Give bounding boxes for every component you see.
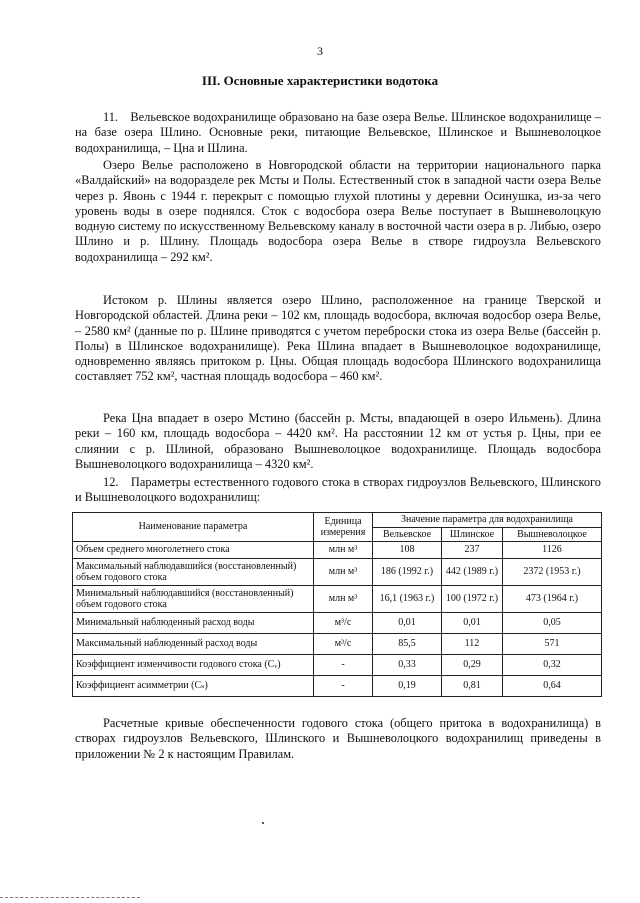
value-vyshnevolotskoe: 571 — [503, 634, 602, 655]
value-shlinskoe: 0,29 — [442, 655, 503, 676]
paragraph-shlina-river: Истоком р. Шлины является озеро Шлино, расположенное на границе Тверской и Новгородской областей. Длина реки – 102 км, площадь водосбора, включая водосбор озера Велье, – 2580 км² (данные по р. Шлине приводятся с учетом переброски стока из озера Велье (бассейн р. Полы) в Шлинское водохранилище). Река Шлина впадает в Вышневолоцкое водохранилище, одновременно являясь притоком р. Цны. Общая площадь водосбора Шлинского водохранилища составляет 752 км², частная площадь водосбора – 460 км². — [75, 293, 601, 384]
value-vyshnevolotskoe: 2372 (1953 г.) — [503, 559, 602, 586]
value-shlinskoe: 237 — [442, 542, 503, 559]
paragraph-appendix-reference: Расчетные кривые обеспеченности годового стока (общего притока в водохранилища) в створах гидроузлов Вельевского, Шлинского и Вышневолоцкого водохранилищ приведены в приложении № 2 к настоящим Правилам. — [75, 716, 601, 761]
param-unit: млн м³ — [314, 559, 373, 586]
table-row — [73, 613, 602, 634]
value-vyshnevolotskoe: 0,32 — [503, 655, 602, 676]
param-unit: млн м³ — [314, 586, 373, 613]
param-unit: - — [314, 676, 373, 697]
param-name: Максимальный наблюдавшийся (восстановленный) объем годового стока — [73, 559, 314, 586]
header-unit: Единица измерения — [314, 513, 373, 542]
value-vyshnevolotskoe: 1126 — [503, 542, 602, 559]
param-unit: - — [314, 655, 373, 676]
paragraph-12: 12. Параметры естественного годового стока в створах гидроузлов Вельевского, Шлинского и Вышневолоцкого водохранилищ: — [75, 475, 601, 505]
table-row — [73, 542, 602, 559]
param-unit: млн м³ — [314, 542, 373, 559]
param-name: Коэффициент изменчивости годового стока (Cᵥ) — [73, 655, 314, 676]
header-velyevskoe: Вельевское — [373, 527, 442, 542]
value-shlinskoe: 0,81 — [442, 676, 503, 697]
param-name: Максимальный наблюденный расход воды — [73, 634, 314, 655]
value-shlinskoe: 0,01 — [442, 613, 503, 634]
scan-speck — [262, 822, 264, 824]
value-velyevskoe: 0,19 — [373, 676, 442, 697]
param-unit: м³/с — [314, 613, 373, 634]
paragraph-lake-velye: Озеро Велье расположено в Новгородской области на территории национального парка «Валдайский» на водоразделе рек Мсты и Полы. Естественный сток в западной части озера Велье через р. Явонь с 1944 г. перекрыт с помощью глухой плотины у деревни Осинушка, из-за чего уровень воды в озере поднялся. Сток с водосбора озера Велье поступает в Вышневолоцкую водную систему по искусственному Вельевскому каналу в восточной части озера в р. Либью, озеро Шлино и р. Шлину. Площадь водосбора озера Велье в створе гидроузла Вельевского водохранилища – 292 км². — [75, 158, 601, 264]
value-vyshnevolotskoe: 473 (1964 г.) — [503, 586, 602, 613]
value-vyshnevolotskoe: 0,64 — [503, 676, 602, 697]
table-row — [73, 586, 602, 613]
value-shlinskoe: 112 — [442, 634, 503, 655]
header-values-group: Значение параметра для водохранилища — [373, 513, 602, 528]
value-velyevskoe: 108 — [373, 542, 442, 559]
value-vyshnevolotskoe: 0,05 — [503, 613, 602, 634]
table-row — [73, 634, 602, 655]
value-shlinskoe: 442 (1989 г.) — [442, 559, 503, 586]
param-name: Коэффициент асимметрии (Cₛ) — [73, 676, 314, 697]
section-title: III. Основные характеристики водотока — [201, 73, 439, 88]
table-row — [73, 676, 602, 697]
header-name: Наименование параметра — [73, 513, 314, 542]
parameters-table — [72, 512, 602, 697]
value-velyevskoe: 186 (1992 г.) — [373, 559, 442, 586]
paragraph-11: 11. Вельевское водохранилище образовано на базе озера Велье. Шлинское водохранилище – на базе озера Шлино. Основные реки, питающие Вельевское, Шлинское и Вышневолоцкое водохранилища, – Цна и Шлина. — [75, 110, 601, 155]
value-shlinskoe: 100 (1972 г.) — [442, 586, 503, 613]
param-unit: м³/с — [314, 634, 373, 655]
param-name: Минимальный наблюдавшийся (восстановленный) объем годового стока — [73, 586, 314, 613]
paragraph-tsna-river: Река Цна впадает в озеро Мстино (бассейн р. Мсты, впадающей в озеро Ильмень). Длина реки – 160 км, площадь водосбора – 4420 км². На расстоянии 12 км от устья р. Цны, при ее слиянии с р. Шлиной, образовано Вышневолоцкое водохранилище. Площадь водосбора Вышневолоцкого водохранилища – 4320 км². — [75, 411, 601, 471]
header-shlinskoe: Шлинское — [442, 527, 503, 542]
header-vyshnevolotskoe: Вышневолоцкое — [503, 527, 602, 542]
table-row — [73, 655, 602, 676]
value-velyevskoe: 0,33 — [373, 655, 442, 676]
value-velyevskoe: 0,01 — [373, 613, 442, 634]
footer-rule — [0, 897, 140, 898]
value-velyevskoe: 85,5 — [373, 634, 442, 655]
value-velyevskoe: 16,1 (1963 г.) — [373, 586, 442, 613]
param-name: Минимальный наблюденный расход воды — [73, 613, 314, 634]
param-name: Объем среднего многолетнего стока — [73, 542, 314, 559]
table-row — [73, 559, 602, 586]
page-number: 3 — [317, 44, 323, 58]
